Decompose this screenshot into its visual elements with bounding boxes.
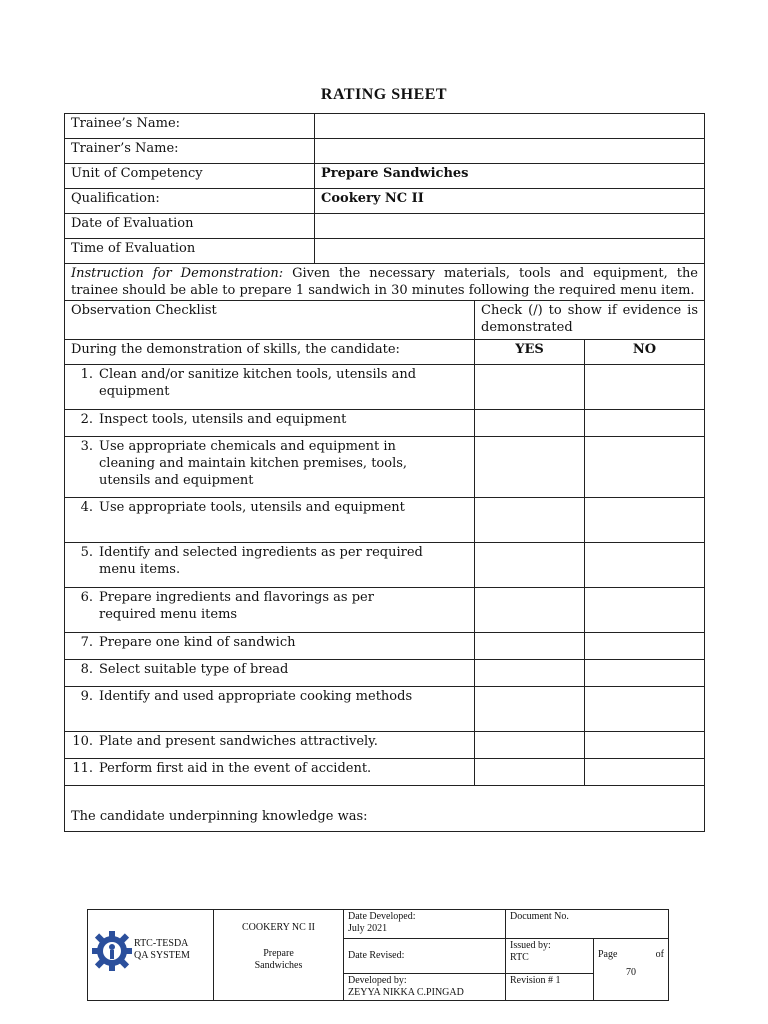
- info-value-field[interactable]: [315, 139, 705, 164]
- checklist-item: [65, 588, 475, 633]
- info-label: Unit of Competency: [65, 164, 315, 189]
- checklist-item-row: [65, 759, 705, 786]
- item-number: 10.: [72, 734, 93, 749]
- no-check-cell[interactable]: [585, 732, 705, 759]
- no-check-cell[interactable]: [585, 660, 705, 687]
- yes-check-cell[interactable]: [475, 498, 585, 543]
- no-check-cell[interactable]: [585, 633, 705, 660]
- no-check-cell[interactable]: [585, 543, 705, 588]
- checklist-item: [65, 660, 475, 687]
- info-row: [65, 139, 705, 164]
- course-cell: [214, 910, 344, 1001]
- yes-check-cell[interactable]: [475, 437, 585, 498]
- no-check-cell[interactable]: [585, 687, 705, 732]
- yes-check-cell[interactable]: [475, 410, 585, 437]
- info-row: [65, 189, 705, 214]
- yes-check-cell[interactable]: [475, 543, 585, 588]
- item-number: 5.: [80, 545, 93, 560]
- checklist-item-row: [65, 498, 705, 543]
- no-check-cell[interactable]: [585, 498, 705, 543]
- module-line2: Sandwiches: [254, 960, 303, 971]
- check-instruction-header: Check (/) to show if evidence is demonstrated: [475, 301, 705, 340]
- checklist-item: [65, 410, 475, 437]
- info-value-field[interactable]: [315, 239, 705, 264]
- info-row: [65, 239, 705, 264]
- item-text: Select suitable type of bread: [99, 662, 289, 677]
- date-revised-cell: Date Revised:: [344, 939, 506, 974]
- checklist-item-row: [65, 365, 705, 410]
- yes-check-cell[interactable]: [475, 633, 585, 660]
- item-text: Identify and selected ingredients as per required menu items.: [99, 545, 423, 577]
- item-text: Identify and used appropriate cooking methods: [99, 689, 413, 704]
- info-label: Trainee’s Name:: [65, 114, 315, 139]
- course-name: COOKERY NC II: [242, 922, 315, 933]
- item-number: 11.: [72, 761, 93, 776]
- yes-check-cell[interactable]: [475, 365, 585, 410]
- module-line1: Prepare: [263, 948, 294, 959]
- no-check-cell[interactable]: [585, 365, 705, 410]
- item-number: 1.: [80, 367, 93, 382]
- checklist-item: [65, 759, 475, 786]
- no-check-cell[interactable]: [585, 759, 705, 786]
- info-value-field[interactable]: Prepare Sandwiches: [315, 164, 705, 189]
- checklist-item: [65, 365, 475, 410]
- item-number: 4.: [80, 500, 93, 515]
- checklist-item-row: [65, 437, 705, 498]
- item-number: 6.: [80, 590, 93, 605]
- document-no-cell: Document No.: [506, 910, 669, 939]
- yes-check-cell[interactable]: [475, 759, 585, 786]
- observation-checklist-header: Observation Checklist: [65, 301, 475, 340]
- checklist-item: [65, 437, 475, 498]
- gear-logo-icon: [90, 928, 134, 974]
- page-title: RATING SHEET: [320, 86, 448, 103]
- instruction-text: Given the necessary materials, tools and equipment, the trainee should be able to prepare 1 sandwich in 30 minutes following the required menu item.: [71, 266, 699, 298]
- info-value-field[interactable]: [315, 114, 705, 139]
- info-value-field[interactable]: Cookery NC II: [315, 189, 705, 214]
- no-check-cell[interactable]: [585, 437, 705, 498]
- instruction-cell: [65, 264, 705, 301]
- item-number: 9.: [80, 689, 93, 704]
- item-number: 7.: [80, 635, 93, 650]
- revision-cell: Revision # 1: [506, 974, 594, 1001]
- document-footer: [87, 909, 669, 1001]
- item-text: Prepare ingredients and flavorings as per required menu items: [99, 590, 374, 622]
- logo-cell: [88, 910, 214, 1001]
- date-developed-cell: Date Developed: July 2021: [344, 910, 506, 939]
- info-label: Qualification:: [65, 189, 315, 214]
- item-text: Prepare one kind of sandwich: [99, 635, 296, 650]
- instruction-lead: Instruction for Demonstration:: [71, 266, 284, 281]
- info-label: Time of Evaluation: [65, 239, 315, 264]
- info-row: [65, 114, 705, 139]
- yes-column-header: YES: [475, 340, 585, 365]
- checklist-item: [65, 498, 475, 543]
- checklist-item-row: [65, 660, 705, 687]
- item-number: 2.: [80, 412, 93, 427]
- item-text: Perform first aid in the event of accident.: [99, 761, 372, 776]
- yes-check-cell[interactable]: [475, 660, 585, 687]
- info-row: [65, 164, 705, 189]
- checklist-item-row: [65, 687, 705, 732]
- issued-by-cell: Issued by: RTC: [506, 939, 594, 974]
- item-text: Inspect tools, utensils and equipment: [99, 412, 347, 427]
- no-check-cell[interactable]: [585, 588, 705, 633]
- info-label: Trainer’s Name:: [65, 139, 315, 164]
- checklist-item-row: [65, 588, 705, 633]
- no-check-cell[interactable]: [585, 410, 705, 437]
- item-text: Use appropriate tools, utensils and equipment: [99, 500, 405, 515]
- checklist-item: [65, 732, 475, 759]
- checklist-item: [65, 543, 475, 588]
- knowledge-row: The candidate underpinning knowledge was:: [65, 786, 705, 832]
- item-text: Use appropriate chemicals and equipment in cleaning and maintain kitchen premises, tools, utensils and equipment: [99, 439, 408, 488]
- checklist-item-row: [65, 543, 705, 588]
- item-number: 8.: [80, 662, 93, 677]
- yes-check-cell[interactable]: [475, 687, 585, 732]
- page-cell: Page of 70: [594, 939, 669, 1001]
- developed-by-cell: Developed by: ZEYYA NIKKA C.PINGAD: [344, 974, 506, 1001]
- yes-check-cell[interactable]: [475, 732, 585, 759]
- checklist-intro: During the demonstration of skills, the candidate:: [65, 340, 475, 365]
- yes-check-cell[interactable]: [475, 588, 585, 633]
- checklist-item-row: [65, 732, 705, 759]
- info-value-field[interactable]: [315, 214, 705, 239]
- checklist-item-row: [65, 410, 705, 437]
- item-text: Plate and present sandwiches attractively.: [99, 734, 378, 749]
- item-text: Clean and/or sanitize kitchen tools, utensils and equipment: [99, 367, 417, 399]
- logo-text: RTC-TESDA QA SYSTEM: [134, 938, 190, 961]
- checklist-item: [65, 687, 475, 732]
- rating-sheet-table: [64, 113, 705, 832]
- info-label: Date of Evaluation: [65, 214, 315, 239]
- checklist-item-row: [65, 633, 705, 660]
- no-column-header: NO: [585, 340, 705, 365]
- info-row: [65, 214, 705, 239]
- item-number: 3.: [80, 439, 93, 454]
- checklist-item: [65, 633, 475, 660]
